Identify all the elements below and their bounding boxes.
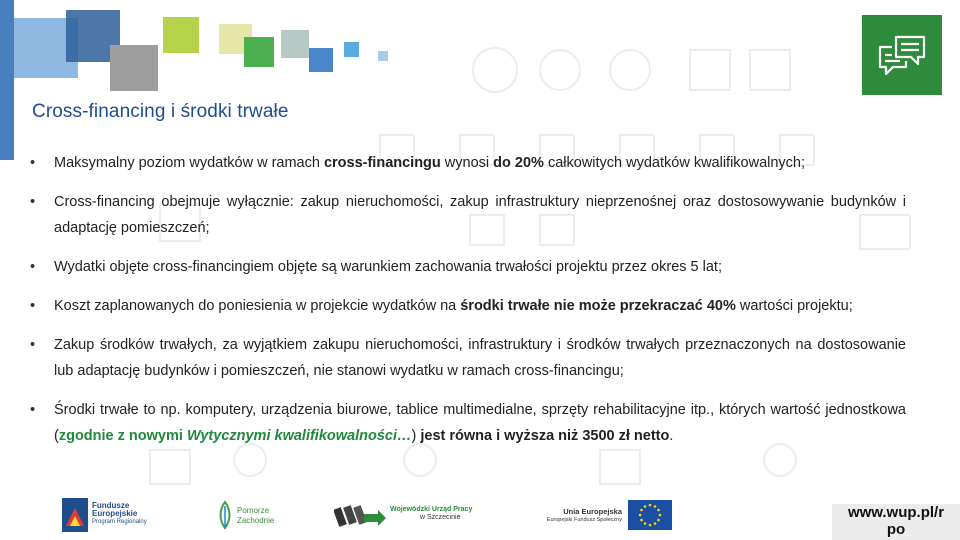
- logo-text: Fundusze: [92, 501, 130, 510]
- bullet-item: [30, 189, 906, 241]
- bullet-item: [30, 397, 906, 449]
- logo-text: w Szczecinie: [420, 514, 461, 521]
- bullet-text: Maksymalny poziom wydatków w ramach: [54, 155, 324, 171]
- logo-text: Europejski Fundusz Społeczny: [546, 517, 622, 523]
- logo-text: Program Regionalny: [92, 519, 147, 525]
- bullet-text: ): [411, 428, 421, 444]
- logo-fundusze-europejskie: [62, 498, 162, 534]
- bullet-text: Koszt zaplanowanych do poniesienia w projekcie wydatków na: [54, 298, 461, 314]
- bullet-item: [30, 150, 906, 176]
- bullet-bold-text: jest równa i wyższa niż 3500 zł netto: [420, 428, 670, 444]
- highlight-text: zgodnie z nowymi: [58, 428, 187, 444]
- bullet-text: wartości projektu;: [735, 298, 853, 314]
- logo-text: Zachodnie: [237, 516, 275, 525]
- bullet-bold-text: środki trwałe nie może przekraczać 40%: [460, 298, 736, 314]
- url-text: www.wup.pl/r: [847, 504, 945, 521]
- url-text: po: [886, 521, 906, 538]
- bullet-bold-text: do 20%: [493, 155, 544, 171]
- logo-text: Pomorze: [237, 506, 270, 515]
- bullet-bold-text: cross-financingu: [323, 155, 441, 171]
- bullet-text: wynosi: [440, 155, 494, 171]
- slide-title: Cross-financing i środki trwałe: [32, 101, 289, 122]
- logo-unia-europejska: [540, 498, 680, 534]
- bullet-text: Środki trwałe to np. komputery, urządzenia biurowe, tablice multimedialne, sprzęty rehabilitacyjne itp., których wartość jednostkowa (: [54, 402, 906, 444]
- logo-text: Europejskie: [92, 509, 138, 518]
- guidelines-link[interactable]: Wytycznymi kwalifikowalności…: [186, 428, 412, 444]
- bullet-item: [30, 293, 906, 319]
- bullet-list: [30, 150, 906, 462]
- speech-bubbles-icon: [862, 15, 942, 95]
- bullet-text: całkowitych wydatków kwalifikowalnych;: [543, 155, 806, 171]
- bullet-item: [30, 332, 906, 384]
- logo-wup-szczecin: [334, 498, 484, 534]
- eu-flag-icon: [628, 500, 672, 530]
- logo-pomorze-zachodnie: [215, 498, 295, 534]
- bullet-text: Zakup środków trwałych, za wyjątkiem zakupu nieruchomości, infrastruktury i środków trwałych przeznaczonych na dostosowanie lub adaptację budynków i pomieszczeń, nie stanowi wydatku w ramach cross-financingu;: [54, 337, 906, 379]
- logo-text: Wojewódzki Urząd Pracy: [390, 506, 473, 513]
- website-url[interactable]: [832, 504, 960, 540]
- bullet-text: .: [669, 428, 674, 444]
- bullet-item: [30, 254, 906, 280]
- logo-text: Unia Europejska: [563, 507, 622, 516]
- bullet-text: Cross-financing obejmuje wyłącznie: zakup nieruchomości, zakup infrastruktury nieprzenośnej oraz dostosowywanie budynków i adaptację pomieszczeń;: [54, 194, 906, 236]
- bullet-text: Wydatki objęte cross-financingiem objęte są warunkiem zachowania trwałości projektu przez okres 5 lat;: [54, 259, 722, 275]
